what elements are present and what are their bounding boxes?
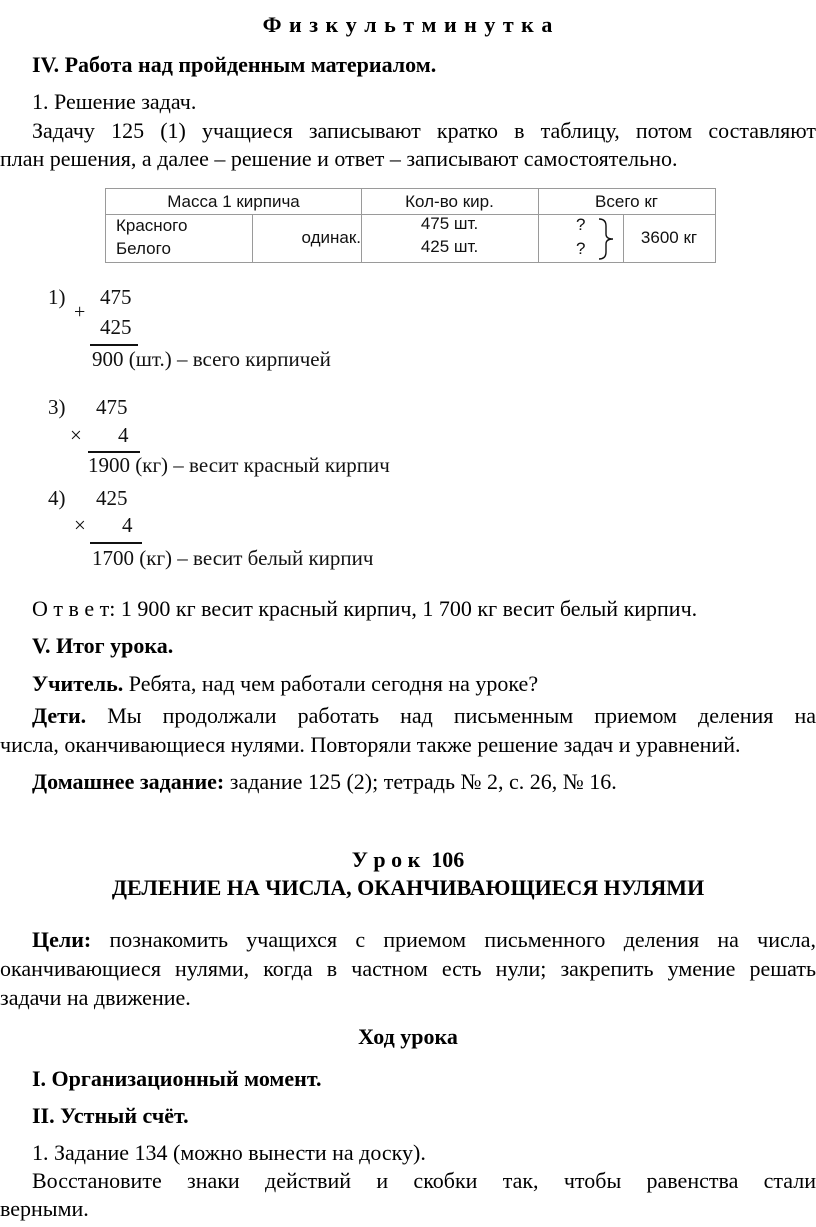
calc-3-operator: × <box>70 423 82 447</box>
lesson-subtitle: ДЕЛЕНИЕ НА ЧИСЛА, ОКАНЧИВАЮЩИЕСЯ НУЛЯМИ <box>111 875 705 900</box>
goals-line1 <box>32 927 816 953</box>
restore-line1: Восстановите знаки действий и скобки так, чтобы равенства стали <box>32 1168 816 1193</box>
section-5-heading: V. Итог урока. <box>32 633 174 658</box>
item-1-heading: 1. Решение задач. <box>32 89 197 114</box>
calc-4-operator: × <box>74 513 86 537</box>
calc-4-result: 1700 (кг) – весит белый кирпич <box>92 546 374 570</box>
total-value: 3600 кг <box>640 228 698 247</box>
calc-3-operand-a: 475 <box>96 395 128 419</box>
header-fizkultminutka: Ф и з к у л ь т м и н у т к а <box>262 12 554 37</box>
calc-4 <box>48 483 468 573</box>
unknown-red: ? <box>576 215 586 234</box>
calc-4-operand-a: 425 <box>96 486 128 510</box>
goals-text-1: познакомить учащихся с приемом письменного деления на числа, <box>91 927 816 952</box>
task-table <box>105 188 716 263</box>
calc-1-operand-b: 425 <box>100 315 132 339</box>
goals-label: Цели: <box>32 927 92 952</box>
calc-1-result: 900 (шт.) – всего кирпичей <box>92 347 331 371</box>
mass-value: одинак. <box>301 228 361 247</box>
teacher-text: Ребята, над чем работали сегодня на уроке? <box>123 671 539 696</box>
unknown-white: ? <box>576 239 586 258</box>
brace-icon <box>596 217 618 261</box>
calc-3-label: 3) <box>48 395 66 419</box>
children-text-2: числа, оканчивающиеся нулями. Повторяли также решение задач и уравнений. <box>0 732 741 757</box>
row-label-white: Белого <box>116 239 171 258</box>
calc-1-label: 1) <box>48 285 66 309</box>
count-white: 425 шт. <box>420 237 479 256</box>
row-label-red: Красного <box>116 216 188 235</box>
calc-3 <box>48 393 468 483</box>
section-4-heading: IV. Работа над пройденным материалом. <box>32 52 437 77</box>
teacher-line <box>32 671 538 697</box>
col-header-mass: Масса 1 кирпича <box>167 192 300 211</box>
course-title: Ход урока <box>358 1024 458 1049</box>
calc-3-operand-b: 4 <box>118 423 129 447</box>
task-text-line1: Задачу 125 (1) учащиеся записывают кратко в таблицу, потом составляют <box>32 118 816 143</box>
homework-text: задание 125 (2); тетрадь № 2, с. 26, № 16. <box>224 769 617 794</box>
restore-line2: верными. <box>0 1196 89 1221</box>
step-1-heading: I. Организационный момент. <box>32 1066 322 1091</box>
goals-text-2: оканчивающиеся нулями, когда в частном есть нули; закрепить умение решать <box>0 956 816 981</box>
calc-1-operator: + <box>74 301 86 323</box>
count-red: 475 шт. <box>420 214 479 233</box>
calc-4-operand-b: 4 <box>122 513 133 537</box>
children-line1 <box>32 703 816 729</box>
col-header-count: Кол-во кир. <box>405 192 494 211</box>
goals-text-3: задачи на движение. <box>0 985 191 1010</box>
col-header-total: Всего кг <box>595 192 658 211</box>
step-2-heading: II. Устный счёт. <box>32 1103 189 1128</box>
calc-3-result: 1900 (кг) – весит красный кирпич <box>88 453 390 477</box>
task-134-text: 1. Задание 134 (можно вынести на доску). <box>32 1140 426 1165</box>
lesson-title: У р о к 106 <box>351 847 465 872</box>
answer-text: О т в е т: 1 900 кг весит красный кирпич, 1 700 кг весит белый кирпич. <box>32 596 698 621</box>
children-label: Дети. <box>32 703 87 728</box>
calc-4-label: 4) <box>48 486 66 510</box>
task-text-line2: план решения, а далее – решение и ответ – записывают самостоятельно. <box>0 146 678 171</box>
homework-label: Домашнее задание: <box>32 769 225 794</box>
homework-line <box>32 769 617 795</box>
calc-1-operand-a: 475 <box>100 285 132 309</box>
teacher-label: Учитель. <box>32 671 124 696</box>
calc-1 <box>48 285 448 375</box>
children-text-1: Мы продолжали работать над письменным приемом деления на <box>86 703 816 728</box>
